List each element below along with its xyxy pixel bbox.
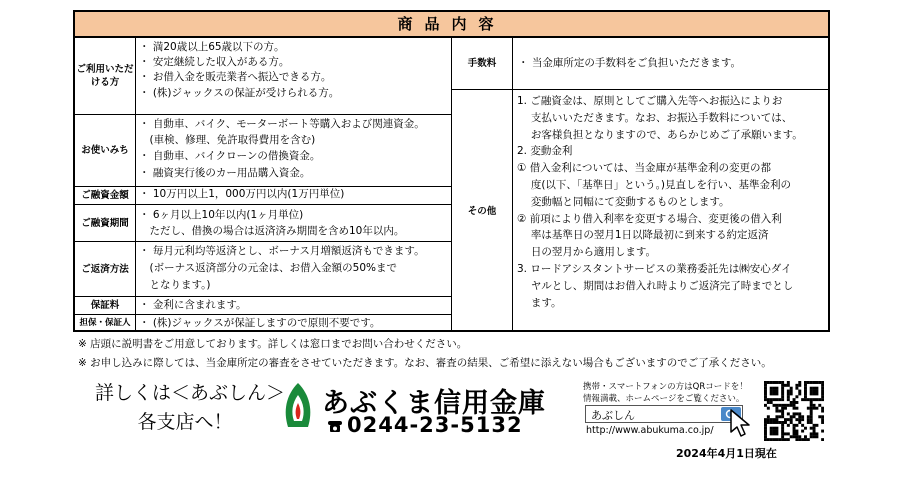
content-line: ・ (株)ジャックスの保証が受けられる方。: [139, 86, 340, 99]
table-title: 商品内容: [75, 12, 828, 38]
content-period: [139, 207, 404, 239]
content-line: ② 前項により借入利率を変更する場合、変更後の借入利: [517, 212, 782, 225]
bank-logo-icon: [282, 381, 314, 431]
phone-number: 0244-23-5132: [347, 413, 523, 437]
content-line: (ボーナス返済部分の元金は、お借入金額の50%まで: [139, 262, 398, 274]
content-repayment: [139, 243, 425, 294]
content-line: 2. 変動金利: [517, 145, 573, 158]
divider: [135, 36, 136, 332]
content-purpose: [139, 116, 425, 181]
content-line: ・ 満20歳以上65歳以下の方。: [139, 41, 285, 53]
phone-icon: [327, 418, 343, 434]
label-guarantee-fee: 保証料: [90, 300, 120, 311]
label-amount: ご融資金額: [81, 190, 129, 201]
product-table: [73, 10, 830, 332]
content-line: となります。): [139, 279, 211, 291]
content-collateral: [139, 316, 380, 331]
content-line: 変動幅と同幅にて変動するものとします。: [517, 195, 730, 208]
label-repayment: ご返済方法: [81, 263, 129, 275]
content-eligible: [139, 40, 339, 101]
content-line: ・ 当金庫所定の手数料をご負担いただきます。: [518, 57, 741, 69]
content-line: ・ 10万円以上1，000万円以内(1万円単位): [139, 188, 345, 200]
qr-code-icon[interactable]: [764, 381, 824, 441]
content-line: ます。: [517, 296, 562, 309]
content-line: ・ 自動車、バイクローンの借換資金。: [139, 150, 321, 163]
content-line: ・ 金利に含まれます。: [139, 299, 247, 311]
bank-name: あぶくま信用金庫: [322, 388, 546, 419]
search-value: あぶしん: [591, 409, 635, 422]
cursor-icon: [728, 408, 754, 440]
note-2: ※ お申し込みに際しては、当金庫所定の審査をさせていただきます。なお、審査の結果、ご希望に添えない場合もございますのでご了承ください。: [78, 357, 772, 369]
label-fee: 手数料: [467, 58, 497, 69]
website-url[interactable]: http://www.abukuma.co.jp/: [586, 425, 714, 436]
label-purpose: お使いみち: [81, 145, 129, 156]
content-line: ・ (株)ジャックスが保証しますので原則不要です。: [139, 317, 381, 329]
label-other: その他: [467, 205, 497, 217]
search-box[interactable]: [585, 405, 743, 423]
content-line: ① 借入金利については、当金庫が基準金利の変更の都: [517, 162, 772, 175]
content-line: ヤルとし、期間はお借入れ時よりご返済完了時までとし: [517, 279, 794, 292]
content-line: 3. ロードアシスタントサービスの業務委託先は㈱安心ダイ: [517, 262, 792, 275]
content-line: ・ 融資実行後のカー用品購入資金。: [139, 166, 311, 179]
content-guarantee-fee: [139, 298, 247, 313]
inquiry-phrase: [95, 379, 286, 437]
content-line: 日の翌月から適用します。: [517, 246, 656, 259]
content-amount: [139, 187, 344, 202]
divider: [512, 36, 513, 332]
content-line: ただし、借換の場合は返済済み期間を含め10年以内。: [139, 225, 405, 237]
content-line: 支払いいただきます。なお、お振込手数料については、: [517, 111, 793, 124]
content-line: ・ お借入金を販売業者へ振込できる方。: [139, 71, 332, 84]
label-period: ご融資期間: [81, 217, 129, 229]
content-line: ・ 安定継続した収入がある方。: [139, 56, 290, 69]
inquiry-phrase-line1: 詳しくは＜あぶしん＞: [95, 382, 286, 404]
note-1: ※ 店頭に説明書をご用意しております。詳しくは窓口までお問い合わせください。: [78, 338, 468, 350]
label-collateral: 担保・保証人: [79, 318, 131, 328]
content-line: ・ 自動車、バイク、モーターボート等購入および関連資金。: [139, 118, 425, 130]
qr-guide-line1: 携帯・スマートフォンの方はQRコードを！: [583, 382, 748, 392]
inquiry-phrase-line2: 各支店へ！: [137, 411, 233, 433]
content-line: 1. ご融資金は、原則としてご購入先等へお振込によりお: [517, 95, 783, 107]
label-eligible: ご利用いただける方: [76, 64, 134, 88]
effective-date: 2024年4月1日現在: [676, 447, 777, 460]
content-line: 度(以下、「基準日」という。)見直しを行い、基準金利の: [517, 178, 792, 191]
content-line: 率は基準日の翌月1日以降最初に到来する約定返済: [517, 229, 769, 242]
content-line: (車検、修理、免許取得費用を含む): [139, 134, 316, 147]
content-fee: [518, 56, 741, 71]
content-line: お客様負担となりますので、あらかじめご了承願います。: [517, 128, 803, 141]
qr-guide-line2: 情報満載、ホームページをご覧ください。: [583, 394, 745, 404]
content-other: [517, 93, 803, 311]
content-line: ・ 6ヶ月以上10年以内(1ヶ月単位): [139, 209, 304, 221]
content-line: ・ 毎月元利均等返済とし、ボーナス月増額返済もできます。: [139, 245, 425, 257]
